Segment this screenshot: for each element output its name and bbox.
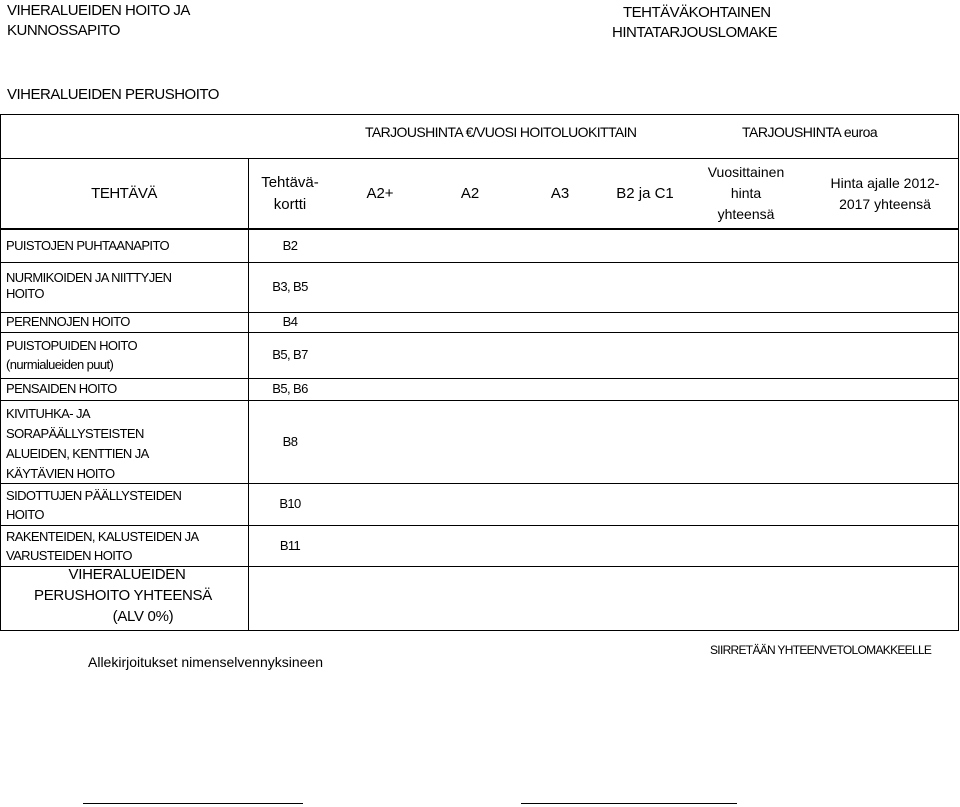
task-label <box>6 270 171 302</box>
section-title: VIHERALUEIDEN PERUSHOITO <box>7 86 219 103</box>
form-title-line2: HINTATARJOUSLOMAKE <box>612 24 778 41</box>
table-bottom-border <box>0 630 958 631</box>
task-label <box>6 404 149 484</box>
table-right-border <box>958 114 959 631</box>
task-label-line: VARUSTEIDEN HOITO <box>6 548 132 563</box>
card-header-line2: kortti <box>273 196 307 213</box>
org-title-line1: VIHERALUEIDEN HOITO JA <box>7 2 190 19</box>
row-divider <box>0 525 958 526</box>
card-value: B10 <box>279 496 301 511</box>
row-divider <box>0 332 958 333</box>
column-header-task: TEHTÄVÄ <box>91 184 157 202</box>
annual-header-line1: Vuosittainen <box>707 164 785 180</box>
period-header-line2: 2017 yhteensä <box>839 196 931 212</box>
row-divider <box>0 483 958 484</box>
task-label-line: (nurmialueiden puut) <box>6 357 114 372</box>
card-value: B5, B6 <box>272 381 308 396</box>
total-label-line: PERUSHOITO YHTEENSÄ <box>34 587 212 604</box>
task-label: PUISTOJEN PUHTAANAPITO <box>6 238 170 253</box>
signatures-label: Allekirjoitukset nimenselvennyksineen <box>88 654 324 670</box>
annual-header-line3: yhteensä <box>717 206 775 222</box>
task-label: PERENNOJEN HOITO <box>6 314 130 329</box>
row-divider <box>0 400 958 401</box>
task-label-line: HOITO <box>6 507 44 522</box>
task-label-line: KIVITUHKA- JA <box>6 406 90 421</box>
task-label: PENSAIDEN HOITO <box>6 381 117 396</box>
form-title-line1: TEHTÄVÄKOHTAINEN <box>623 4 771 21</box>
column-header-annual <box>696 162 796 225</box>
row-divider <box>0 378 958 379</box>
row-divider <box>0 262 958 263</box>
card-header-line1: Tehtävä- <box>261 174 319 191</box>
task-label <box>6 336 137 374</box>
card-value: B4 <box>282 314 298 329</box>
column-header-period <box>812 173 958 215</box>
transfer-note: SIIRRETÄÄN YHTEENVETOLOMAKKEELLE <box>710 643 932 657</box>
total-label-line: VIHERALUEIDEN <box>68 566 186 583</box>
card-value: B5, B7 <box>272 347 308 362</box>
signature-line <box>83 803 303 804</box>
card-value: B8 <box>282 433 298 449</box>
column-header-card <box>248 172 332 216</box>
task-label-line: KÄYTÄVIEN HOITO <box>6 466 115 481</box>
total-label <box>0 564 246 627</box>
price-by-class-header: TARJOUSHINTA €/VUOSI HOITOLUOKITTAIN <box>365 124 637 140</box>
card-value: B11 <box>279 537 301 553</box>
org-title-line2: KUNNOSSAPITO <box>7 22 120 39</box>
table-top-border <box>0 114 958 115</box>
price-euro-header: TARJOUSHINTA euroa <box>742 124 878 140</box>
task-label-line: RAKENTEIDEN, KALUSTEIDEN JA <box>6 529 199 544</box>
annual-header-line2: hinta <box>730 185 762 201</box>
signature-line <box>521 803 737 804</box>
task-label-line: HOITO <box>6 286 44 301</box>
task-label-line: SIDOTTUJEN PÄÄLLYSTEIDEN <box>6 488 182 503</box>
task-label-line: ALUEIDEN, KENTTIEN JA <box>6 446 149 461</box>
period-header-line1: Hinta ajalle 2012- <box>830 175 940 191</box>
column-header-b2c1: B2 ja C1 <box>616 184 674 202</box>
task-label-line: SORAPÄÄLLYSTEISTEN <box>6 426 144 441</box>
column-header-a2plus: A2+ <box>366 184 394 202</box>
card-value: B2 <box>282 238 298 253</box>
task-label <box>6 486 181 524</box>
table-header-border <box>0 158 958 159</box>
card-value: B3, B5 <box>272 279 308 294</box>
task-label <box>6 527 199 565</box>
column-header-a3: A3 <box>550 184 570 202</box>
column-header-a2: A2 <box>460 184 480 202</box>
task-label-line: NURMIKOIDEN JA NIITTYJEN <box>6 270 172 285</box>
total-label-line: (ALV 0%) <box>112 608 174 625</box>
task-label-line: PUISTOPUIDEN HOITO <box>6 338 138 353</box>
row-divider <box>0 312 958 313</box>
